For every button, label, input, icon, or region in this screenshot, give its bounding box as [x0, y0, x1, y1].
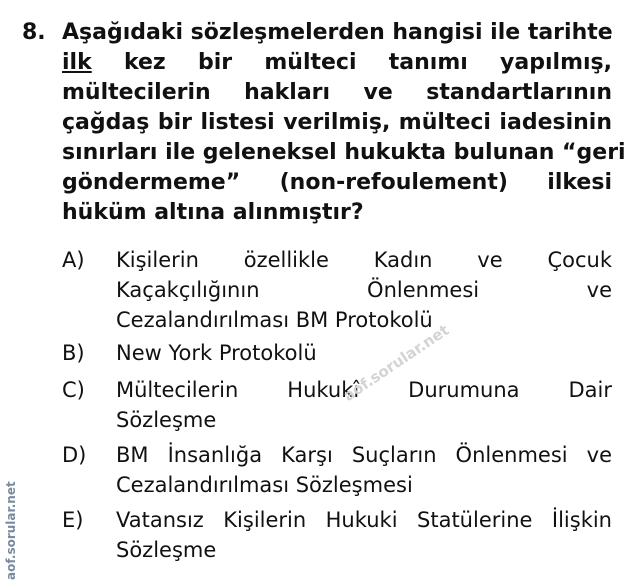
question-line-3-word: standartlarının [426, 80, 612, 105]
question-line-3-word: mültecilerin [62, 80, 211, 105]
question-line-5: sınırları ile geleneksel hukukta bulunan “geri [62, 140, 626, 165]
option-a-text-line-2[interactable]: Kaçakçılığının Önlenmesi ve [116, 278, 612, 302]
question-number: 8. [22, 20, 46, 45]
question-line-4: çağdaş bir listesi verilmiş, mülteci iadesinin [62, 110, 612, 135]
question-line-6: göndermeme” (non-refoulement) ilkesi [62, 170, 612, 195]
option-a-text-line-3[interactable]: Cezalandırılması BM Protokolü [116, 308, 433, 332]
option-b-letter[interactable]: B) [62, 341, 85, 365]
option-d-letter[interactable]: D) [62, 443, 87, 467]
watermark-side: aof.sorular.net [4, 481, 18, 580]
emphasis-underlined-word: ilk [62, 50, 92, 75]
option-d-text-line-2[interactable]: Cezalandırılması Sözleşmesi [116, 473, 413, 497]
question-line-7: hüküm altına alınmıştır? [62, 200, 364, 225]
question-line-3 [62, 78, 612, 108]
question-line-1: Aşağıdaki sözleşmelerden hangisi ile tarihte [62, 20, 613, 45]
option-a-letter[interactable]: A) [62, 248, 85, 272]
question-line-2 [62, 48, 612, 78]
option-c-letter[interactable]: C) [62, 378, 85, 402]
option-e-letter[interactable]: E) [62, 508, 84, 532]
option-c-text-line-2[interactable]: Sözleşme [116, 408, 217, 432]
option-a-text-line-1[interactable]: Kişilerin özellikle Kadın ve Çocuk [116, 248, 612, 272]
question-line-3-word: hakları [244, 80, 331, 105]
option-b-text-line-1[interactable]: New York Protokolü [116, 341, 317, 365]
question-line-3-word: ve [363, 80, 393, 105]
option-c-text-line-1[interactable]: Mültecilerin Hukukî Durumuna Dair [116, 378, 612, 402]
option-e-text-line-2[interactable]: Sözleşme [116, 538, 217, 562]
option-d-text-line-1[interactable]: BM İnsanlığa Karşı Suçların Önlenmesi ve [116, 443, 612, 467]
watermark-diagonal: aof.sorular.net [340, 321, 453, 405]
question-line-2-rest: kez bir mülteci tanımı yapılmış, [123, 50, 612, 75]
option-e-text-line-1[interactable]: Vatansız Kişilerin Hukuki Statülerine İlişkin [116, 508, 612, 532]
